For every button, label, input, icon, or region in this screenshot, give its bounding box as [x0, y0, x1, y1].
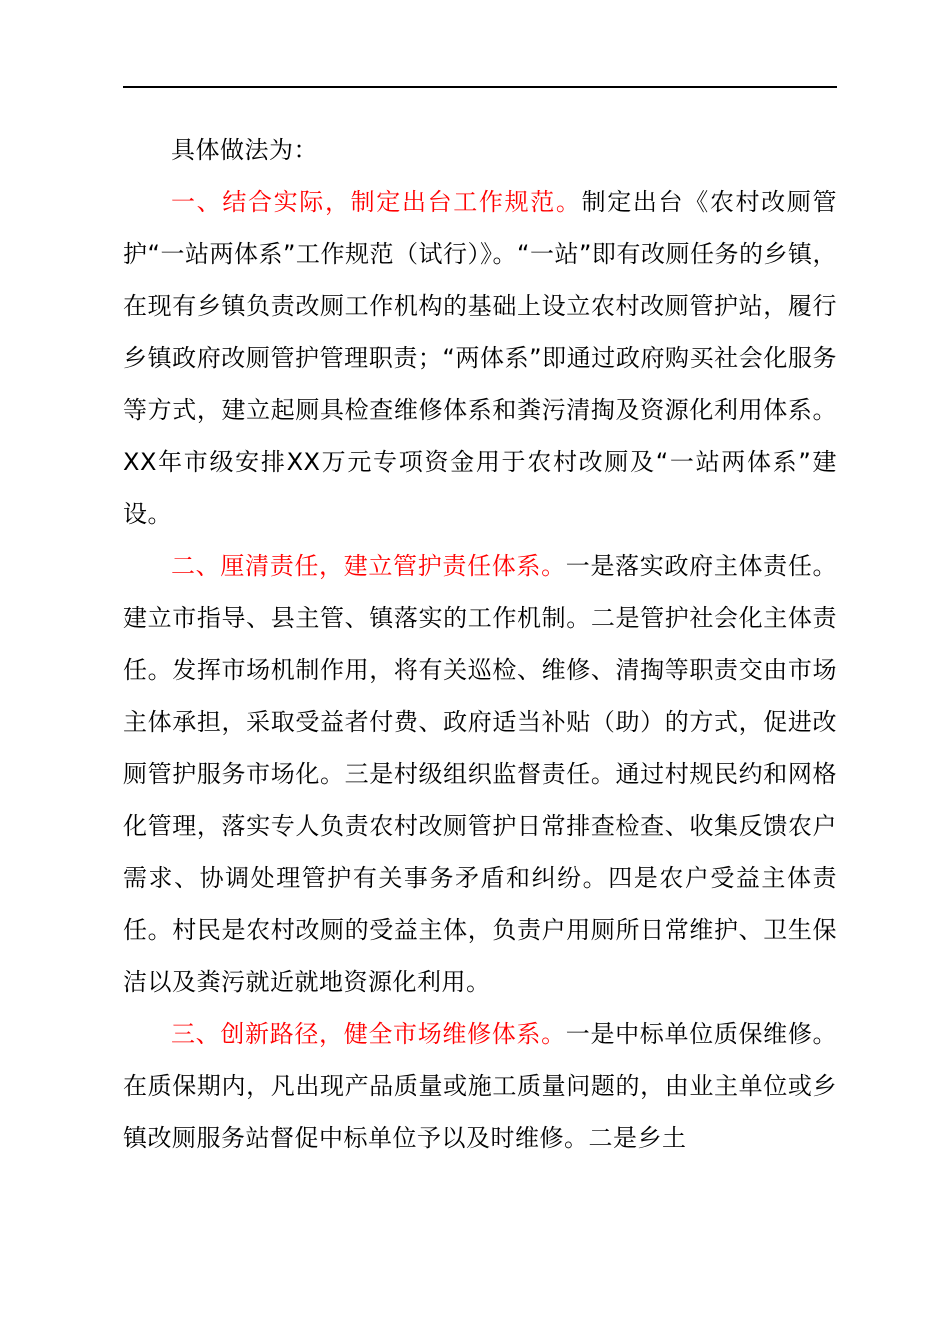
- section-1-paragraph: [123, 176, 837, 540]
- section-2-paragraph: [123, 540, 837, 1008]
- intro-text: 具体做法为：: [171, 136, 318, 164]
- document-body: [123, 124, 837, 1164]
- section-1-body: 制定出台《农村改厕管护“一站两体系”工作规范（试行）》。“一站”即有改厕任务的乡镇，在现有乡镇负责改厕工作机构的基础上设立农村改厕管护站，履行乡镇政府改厕管护管理职责；“两体系”即通过政府购买社会化服务等方式，建立起厕具检查维修体系和粪污清掏及资源化利用体系。XX年市级安排XX万元专项资金用于农村改厕及“一站两体系”建设。: [123, 188, 838, 528]
- section-3-paragraph: [123, 1008, 837, 1164]
- header-rule: [123, 86, 837, 88]
- section-2-heading: 二、厘清责任，建立管护责任体系。: [171, 552, 566, 580]
- intro-paragraph: [123, 124, 837, 176]
- section-1-heading: 一、结合实际，制定出台工作规范。: [171, 188, 582, 216]
- section-2-body: 一是落实政府主体责任。建立市指导、县主管、镇落实的工作机制。二是管护社会化主体责任。发挥市场机制作用，将有关巡检、维修、清掏等职责交由市场主体承担，采取受益者付费、政府适当补贴（助）的方式，促进改厕管护服务市场化。三是村级组织监督责任。通过村规民约和网格化管理，落实专人负责农村改厕管护日常排查检查、收集反馈农户需求、协调处理管护有关事务矛盾和纠纷。四是农户受益主体责任。村民是农村改厕的受益主体，负责户用厕所日常维护、卫生保洁以及粪污就近就地资源化利用。: [123, 552, 838, 996]
- section-3-body: 一是中标单位质保维修。在质保期内，凡出现产品质量或施工质量问题的，由业主单位或乡镇改厕服务站督促中标单位予以及时维修。二是乡土: [123, 1020, 838, 1152]
- section-3-heading: 三、创新路径，健全市场维修体系。: [171, 1020, 566, 1048]
